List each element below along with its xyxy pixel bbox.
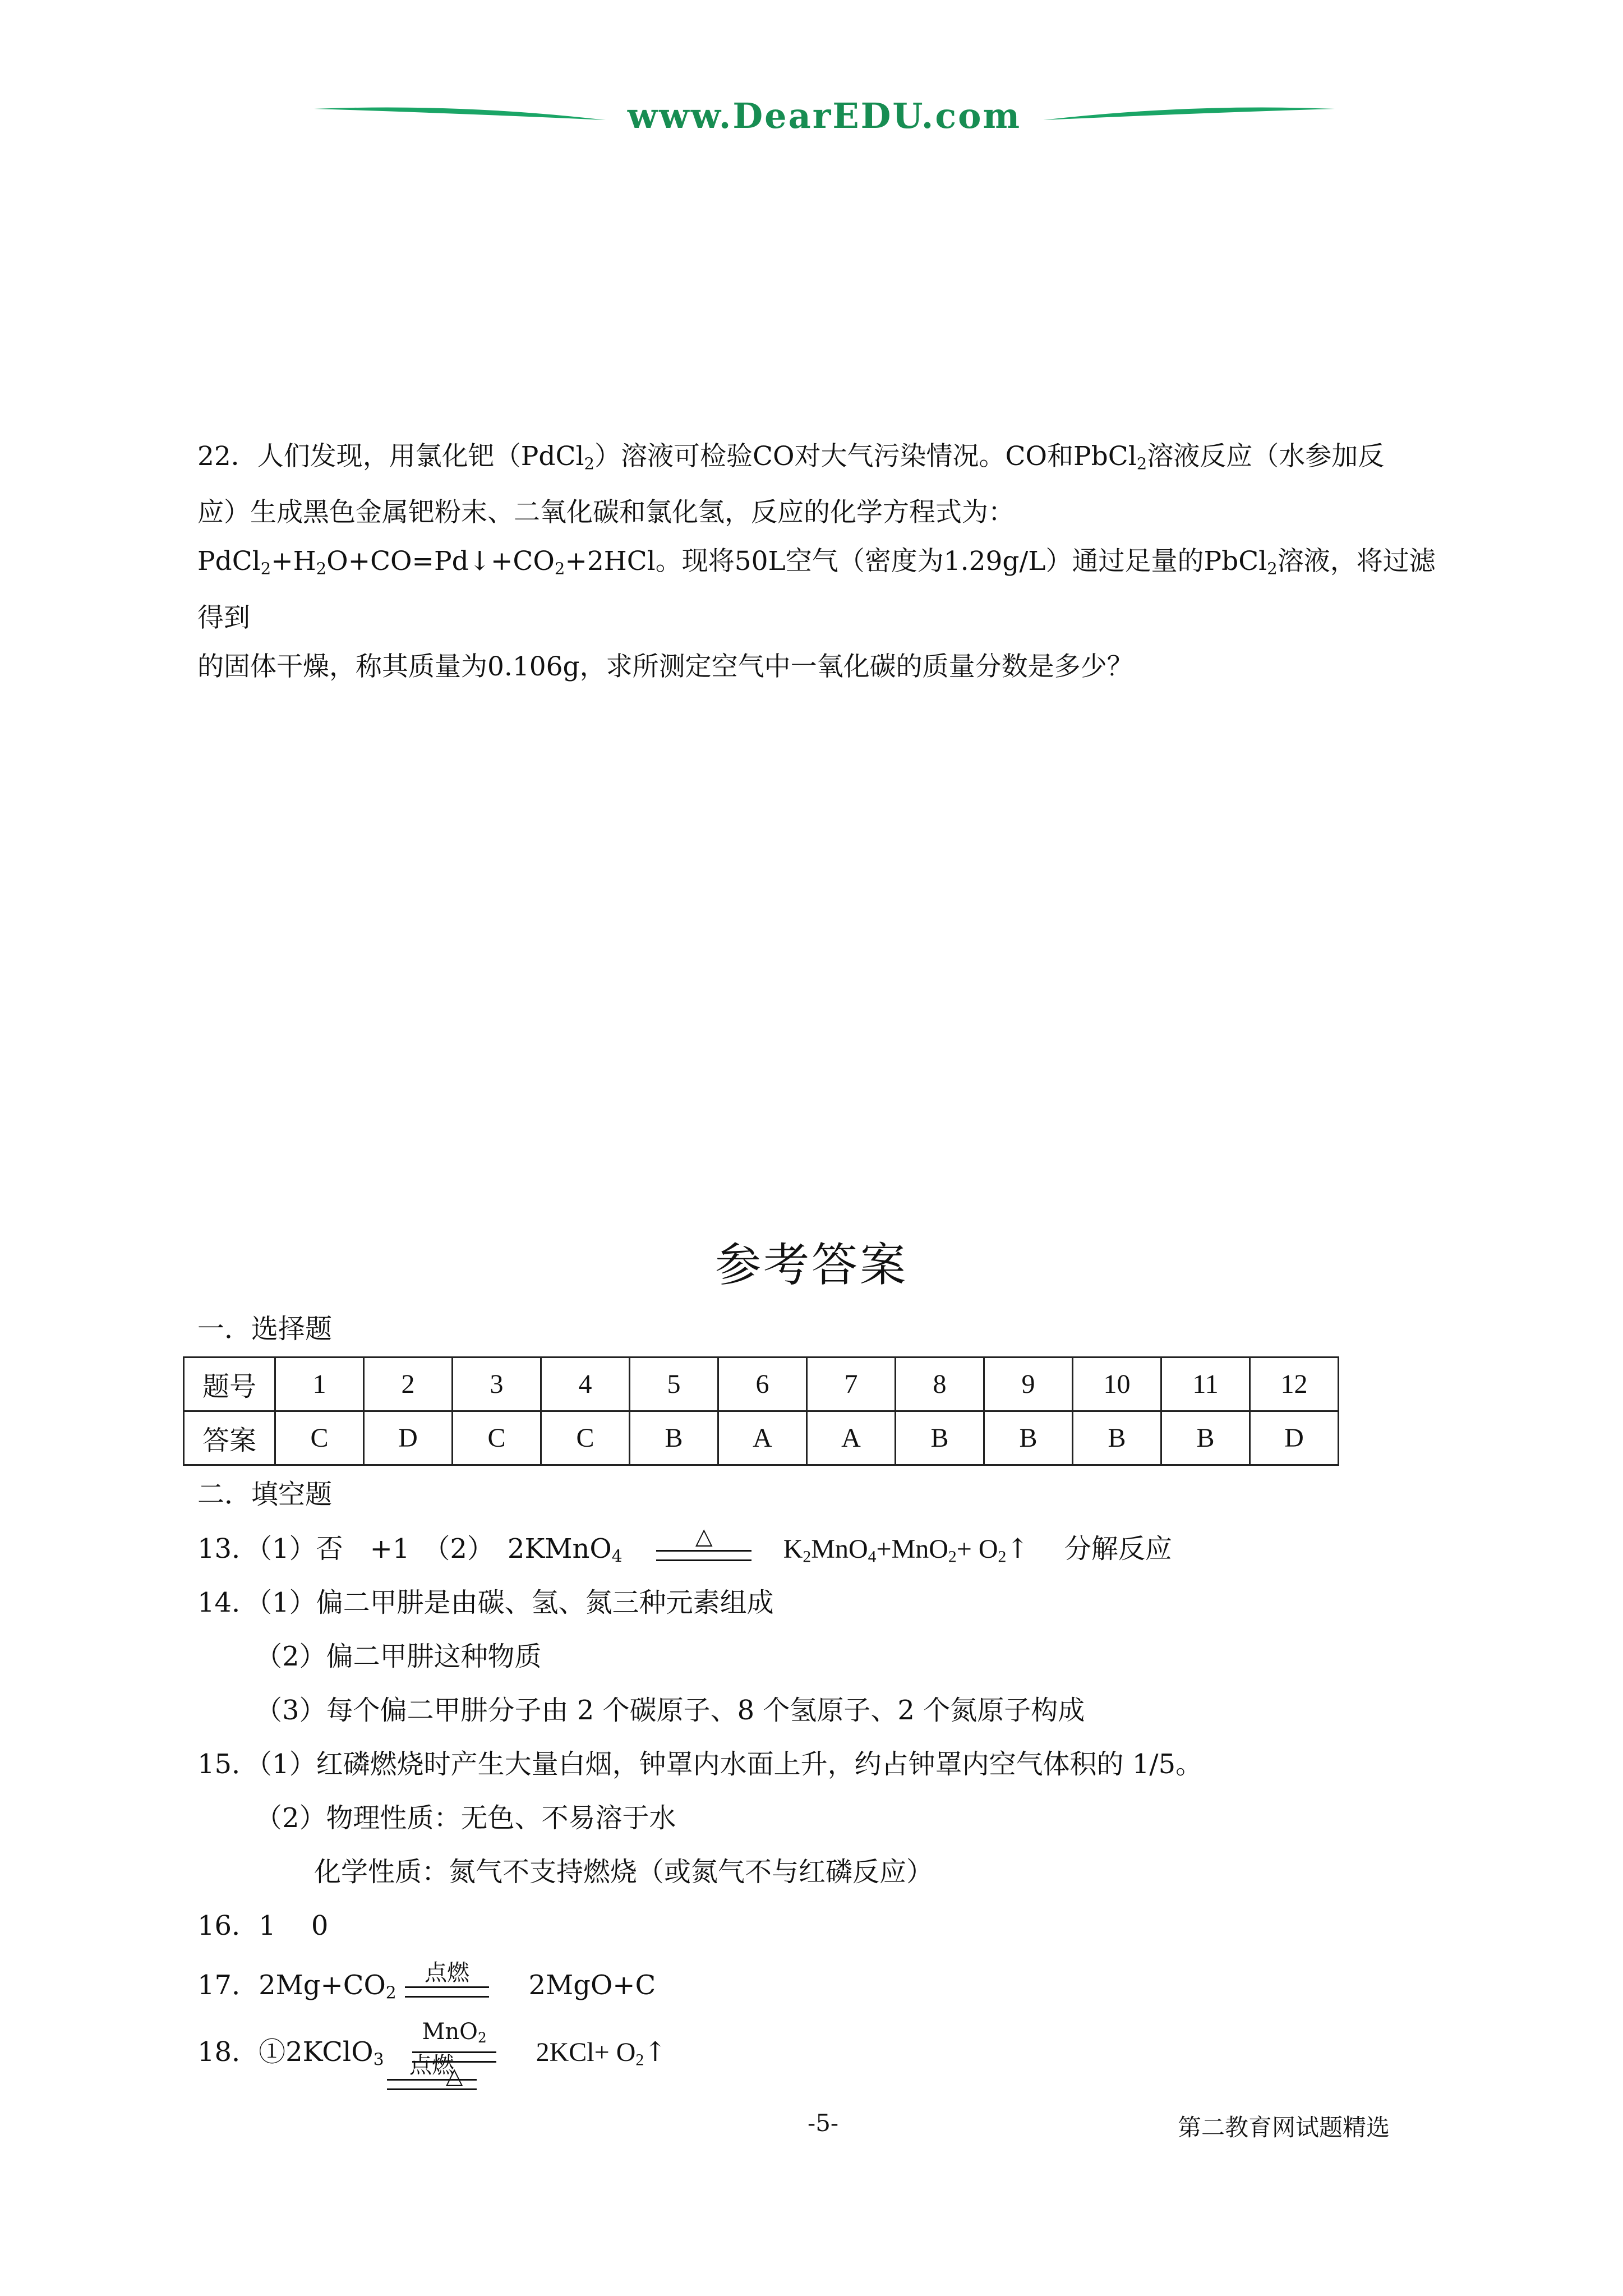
table-cell: 11: [1161, 1358, 1250, 1411]
reaction-condition-heat: △: [656, 1524, 751, 1562]
table-cell: 1: [275, 1358, 364, 1411]
answer-table: [183, 1356, 1339, 1466]
table-cell: 8: [896, 1358, 984, 1411]
table-cell: B: [630, 1411, 718, 1465]
reaction-condition-ignite: 点燃: [405, 1961, 489, 1999]
table-cell: C: [275, 1411, 364, 1465]
table-cell: B: [1073, 1411, 1161, 1465]
answer-18: 18．①2KClO$_3$ MnO$_2$ △ $2KCl+ O_2↑$: [197, 2019, 667, 2090]
table-cell: D: [364, 1411, 453, 1465]
answer-15-part-3: 化学性质：氮气不支持燃烧（或氮气不与红磷反应）: [314, 1856, 934, 1888]
double-line-equals: [656, 1550, 751, 1561]
table-row-question-numbers: [184, 1358, 1339, 1411]
footer-site-name: 第二教育网试题精选: [1178, 2114, 1390, 2141]
table-cell: C: [453, 1411, 541, 1465]
section-multiple-choice-heading: 一．选择题: [197, 1313, 333, 1345]
table-header-cell: 题号: [184, 1358, 275, 1411]
table-cell: 4: [541, 1358, 630, 1411]
table-cell: A: [807, 1411, 896, 1465]
table-cell: 7: [807, 1358, 896, 1411]
answer-14-part-3: （3）每个偏二甲肼分子由 2 个碳原子、8 个氢原子、2 个氮原子构成: [255, 1695, 1085, 1726]
table-cell: A: [718, 1411, 807, 1465]
right-swoosh-decoration: [1043, 105, 1335, 126]
section-fill-in-heading: 二．填空题: [197, 1479, 333, 1510]
table-cell: 9: [984, 1358, 1073, 1411]
answer-16: 16．1 0: [197, 1910, 329, 1941]
reaction-condition-ignite-partial: 点燃: [387, 2053, 477, 2090]
site-header: [314, 95, 1335, 140]
table-cell: B: [1161, 1411, 1250, 1465]
table-cell: 12: [1250, 1358, 1339, 1411]
table-cell: D: [1250, 1411, 1339, 1465]
table-cell: 5: [630, 1358, 718, 1411]
table-cell: 6: [718, 1358, 807, 1411]
question-22-line-1: 22．人们发现，用氯化钯（PdCl$_2$）溶液可检验CO对大气污染情况。CO和PbCl$_2$溶液反应（水参加反: [197, 441, 1385, 473]
answer-14-part-1: 14．（1）偏二甲肼是由碳、氢、氮三种元素组成: [197, 1587, 774, 1618]
table-cell: 10: [1073, 1358, 1161, 1411]
table-cell: B: [896, 1411, 984, 1465]
table-cell: B: [984, 1411, 1073, 1465]
question-22-equation-line: $PdCl_2+H_2O+CO=Pd↓+CO_2+2HCl$。现将50L空气（密度为1.29g/L）通过足量的PbCl$_2$溶液，将过滤得到: [197, 546, 1436, 633]
answer-13: 13．（1）否 +1 （2） 2KMnO$_4$ △ $K_2MnO_4+MnO_2+$ $O_2↑$ 分解反应: [197, 1523, 1172, 1567]
table-row-answers: [184, 1411, 1339, 1465]
table-cell: C: [541, 1411, 630, 1465]
double-line-equals: [387, 2079, 477, 2090]
question-22: [197, 432, 1459, 691]
reaction-condition-catalyst-heat: MnO$_2$ △: [412, 2019, 496, 2088]
table-cell: 2: [364, 1358, 453, 1411]
answer-14-part-2: （2）偏二甲肼这种物质: [255, 1641, 542, 1672]
table-cell: 3: [453, 1358, 541, 1411]
question-22-line-4: 的固体干燥，称其质量为0.106g，求所测定空气中一氧化碳的质量分数是多少？: [197, 651, 1133, 682]
table-header-cell: 答案: [184, 1411, 275, 1465]
answer-15-part-2: （2）物理性质：无色、不易溶于水: [255, 1802, 676, 1834]
answer-15-part-1: 15．（1）红磷燃烧时产生大量白烟，钟罩内水面上升，约占钟罩内空气体积的 1/5。: [197, 1749, 1203, 1780]
double-line-equals: [405, 1986, 489, 1998]
question-22-line-2: 应）生成黑色金属钯粉末、二氧化碳和氯化氢，反应的化学方程式为：: [197, 497, 1015, 528]
left-swoosh-decoration: [314, 105, 606, 126]
answer-17: 17．$2Mg+CO_2$ 点燃 2MgO+C: [197, 1959, 656, 2003]
page-number: -5-: [808, 2109, 839, 2137]
answers-title: 参考答案: [714, 1239, 908, 1292]
site-logo-text: www.DearEDU.com: [627, 95, 1022, 136]
